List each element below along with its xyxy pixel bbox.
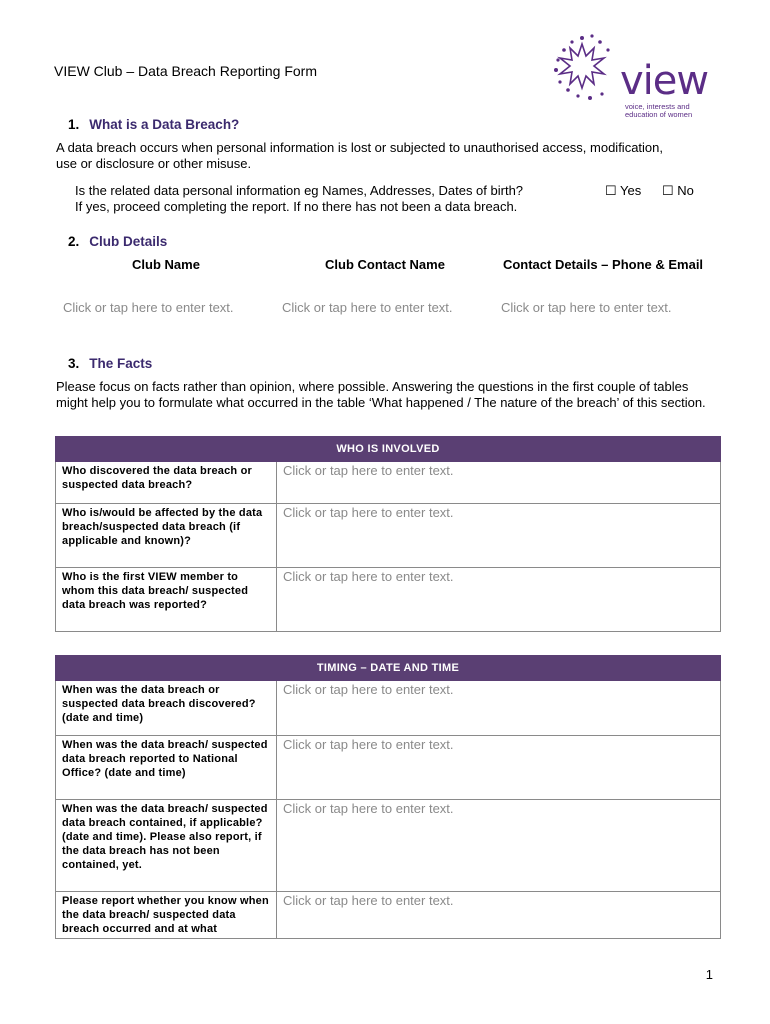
table-row — [56, 568, 721, 632]
form-title: VIEW Club – Data Breach Reporting Form — [54, 63, 317, 79]
timing-header: TIMING – DATE AND TIME — [56, 656, 721, 681]
section-1-number: 1. — [68, 117, 80, 132]
no-checkbox[interactable]: ☐ No — [662, 183, 694, 198]
table-row — [56, 504, 721, 568]
yes-checkbox[interactable]: ☐ Yes — [605, 183, 642, 198]
view-logo — [550, 30, 710, 122]
who-answer-field[interactable]: Click or tap here to enter text. — [277, 504, 721, 568]
section-2-number: 2. — [68, 234, 80, 249]
timing-question: When was the data breach or suspected data breach discovered? (date and time) — [56, 681, 277, 736]
timing-answer-field[interactable]: Click or tap here to enter text. — [277, 800, 721, 892]
contact-details-header: Contact Details – Phone & Email — [502, 257, 704, 272]
section-3-title: The Facts — [89, 356, 153, 371]
timing-question: When was the data breach/ suspected data breach contained, if applicable? (date and time). Please also report, if the data breach has not been contained, yet. — [56, 800, 277, 892]
table-row — [56, 892, 721, 939]
who-is-involved-header: WHO IS INVOLVED — [56, 437, 721, 462]
page-number: 1 — [705, 967, 713, 982]
section-3-paragraph: Please focus on facts rather than opinion, where possible. Answering the questions in the first couple of tables might help you to formulate what occurred in the table ‘What happened / The nature of the breach’ of this section. — [56, 379, 706, 410]
who-answer-field[interactable]: Click or tap here to enter text. — [277, 462, 721, 504]
section-3-number: 3. — [68, 356, 80, 371]
club-name-field[interactable]: Click or tap here to enter text. — [63, 300, 234, 315]
table-row — [56, 736, 721, 800]
section-1-title: What is a Data Breach? — [89, 117, 240, 132]
timing-question: When was the data breach/ suspected data breach reported to National Office? (date and time) — [56, 736, 277, 800]
section-3-heading — [68, 356, 152, 371]
contact-details-field[interactable]: Click or tap here to enter text. — [501, 300, 672, 315]
who-question: Who is/would be affected by the data breach/suspected data breach (if applicable and known)? — [56, 504, 277, 568]
section-1-paragraph: A data breach occurs when personal information is lost or subjected to unauthorised access, modification, use or disclosure or other misuse. — [56, 140, 664, 171]
table-row — [56, 800, 721, 892]
timing-table — [55, 655, 721, 939]
table-row — [56, 462, 721, 504]
club-contact-name-header: Club Contact Name — [325, 257, 445, 272]
section-2-heading — [68, 234, 167, 249]
logo-wordmark: view — [620, 58, 709, 104]
club-contact-name-field[interactable]: Click or tap here to enter text. — [282, 300, 453, 315]
personal-info-question: Is the related data personal information eg Names, Addresses, Dates of birth? — [75, 183, 524, 198]
table-row — [56, 681, 721, 736]
timing-answer-field[interactable]: Click or tap here to enter text. — [277, 736, 721, 800]
logo-tagline: voice, interests and education of women — [625, 102, 693, 119]
timing-answer-field[interactable]: Click or tap here to enter text. — [277, 892, 721, 939]
starburst-logo-icon — [550, 30, 630, 110]
timing-question: Please report whether you know when the data breach/ suspected data breach occurred and at what — [56, 892, 277, 939]
section-2-title: Club Details — [89, 234, 168, 249]
who-answer-field[interactable]: Click or tap here to enter text. — [277, 568, 721, 632]
section-1-heading — [68, 117, 239, 132]
who-question: Who is the first VIEW member to whom this data breach/ suspected data breach was reported? — [56, 568, 277, 632]
timing-answer-field[interactable]: Click or tap here to enter text. — [277, 681, 721, 736]
personal-info-followup: If yes, proceed completing the report. If no there has not been a data breach. — [75, 199, 518, 214]
who-question: Who discovered the data breach or suspected data breach? — [56, 462, 277, 504]
who-is-involved-table — [55, 436, 721, 632]
club-name-header: Club Name — [132, 257, 200, 272]
